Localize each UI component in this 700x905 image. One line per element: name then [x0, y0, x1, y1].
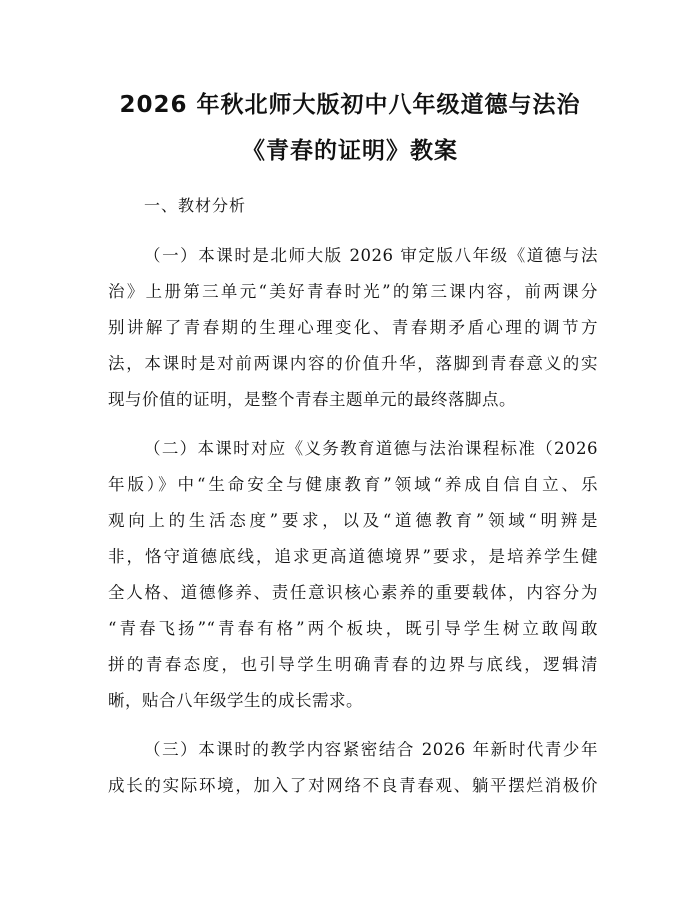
paragraph-2-line-4: 非，恪守道德底线，追求更高道德境界”要求，是培养学生健: [108, 547, 598, 566]
paragraph-2-line-1: （二）本课时对应《义务教育道德与法治课程标准（2026: [144, 439, 598, 458]
paragraph-2-line-6: “青春飞扬”“青春有格”两个板块，既引导学生树立敢闯敢: [108, 619, 598, 638]
paragraph-1-line-2: 治》上册第三单元“美好青春时光”的第三课内容，前两课分: [108, 282, 598, 301]
paragraph-1-line-1: （一）本课时是北师大版 2026 审定版八年级《道德与法: [144, 246, 598, 265]
document-title-line-2: 《青春的证明》教案: [242, 138, 458, 164]
paragraph-1-line-4: 法，本课时是对前两课内容的价值升华，落脚到青春意义的实: [108, 354, 598, 373]
paragraph-1-line-5: 现与价值的证明，是整个青春主题单元的最终落脚点。: [108, 390, 516, 409]
paragraph-1-line-3: 别讲解了青春期的生理心理变化、青春期矛盾心理的调节方: [108, 318, 598, 337]
paragraph-3-line-1: （三）本课时的教学内容紧密结合 2026 年新时代青少年: [144, 740, 598, 759]
paragraph-2-line-8: 晰，贴合八年级学生的成长需求。: [108, 691, 363, 710]
paragraph-2-line-7: 拼的青春态度，也引导学生明确青春的边界与底线，逻辑清: [108, 655, 598, 674]
document-title-line-1: 2026 年秋北师大版初中八年级道德与法治: [119, 92, 581, 118]
section-heading-textbook-analysis: 一、教材分析: [144, 196, 247, 215]
paragraph-2-line-3: 观向上的生活态度”要求，以及“道德教育”领域“明辨是: [108, 511, 598, 530]
paragraph-3-line-2: 成长的实际环境，加入了对网络不良青春观、躺平摆烂消极价: [108, 776, 598, 795]
paragraph-2-line-5: 全人格、道德修养、责任意识核心素养的重要载体，内容分为: [108, 583, 598, 602]
paragraph-2-line-2: 年版）》中“生命安全与健康教育”领域“养成自信自立、乐: [108, 475, 598, 494]
